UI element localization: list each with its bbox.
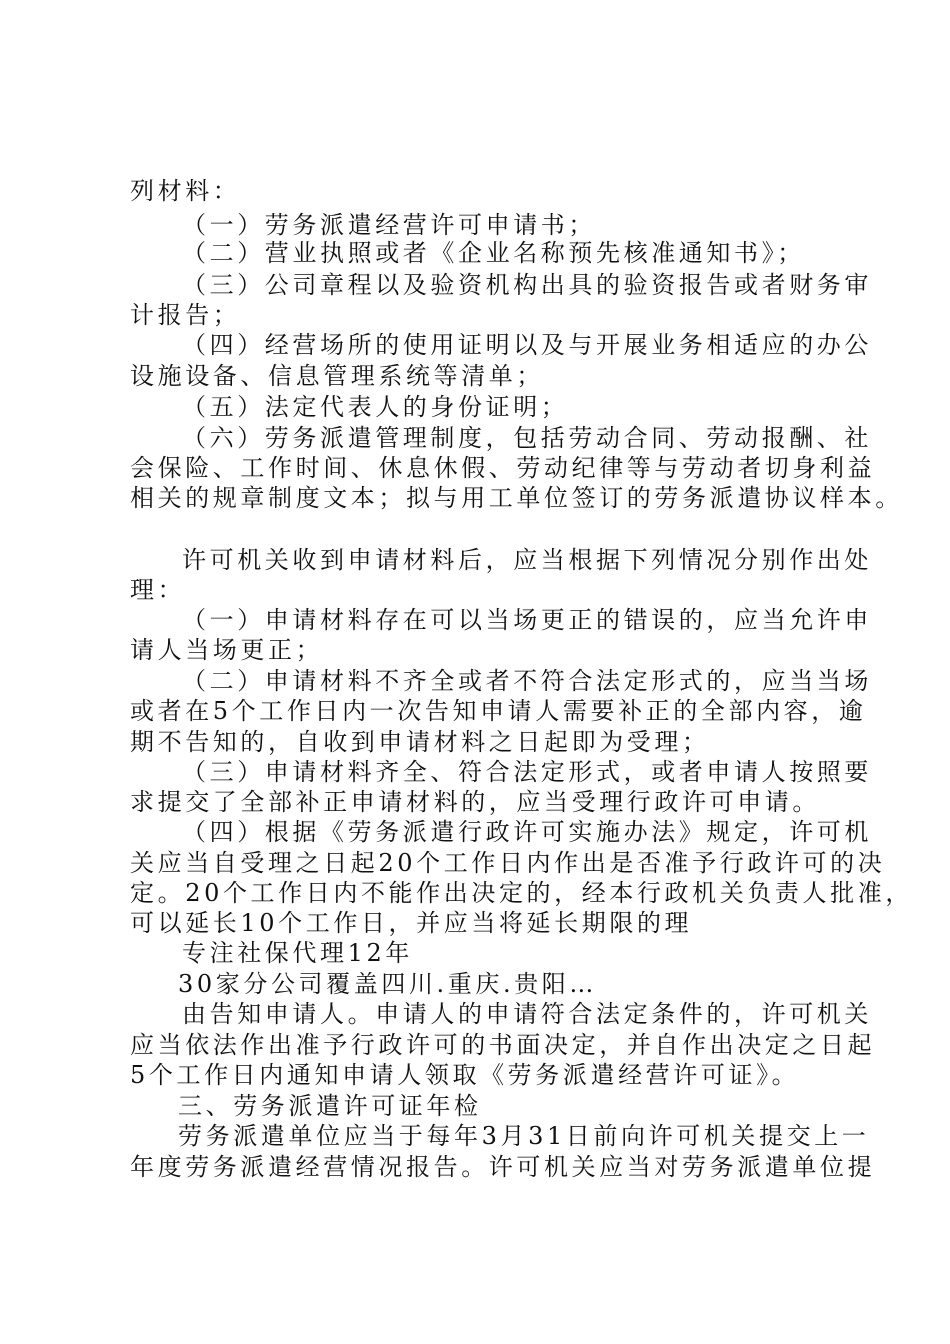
text-line: 计报告；: [130, 301, 241, 329]
text-line: 请人当场更正；: [130, 636, 324, 664]
text-line: （四）根据《劳务派遣行政许可实施办法》规定，许可机: [182, 818, 872, 846]
text-line: 相关的规章制度文本；拟与用工单位签订的劳务派遣协议样本。: [130, 484, 903, 512]
text-line: （二）申请材料不齐全或者不符合法定形式的，应当当场: [182, 667, 872, 695]
text-line: （三）公司章程以及验资机构出具的验资报告或者财务审: [182, 271, 872, 299]
text-line: 期不告知的，自收到申请材料之日起即为受理；: [130, 728, 710, 756]
text-line: （六）劳务派遣管理制度，包括劳动合同、劳动报酬、社: [182, 424, 872, 452]
text-line: 定。20个工作日内不能作出决定的，经本行政机关负责人批准，: [130, 879, 913, 907]
text-line: 关应当自受理之日起20个工作日内作出是否准予行政许可的决: [130, 849, 886, 877]
ad-line: 专注社保代理12年: [182, 939, 413, 967]
text-line: 会保险、工作时间、休息休假、劳动纪律等与劳动者切身利益: [130, 454, 876, 482]
text-line: 应当依法作出准予行政许可的书面决定，并自作出决定之日起: [130, 1031, 876, 1059]
text-line: 由告知申请人。申请人的申请符合法定条件的，许可机关: [182, 1000, 872, 1028]
ad-line: 30家分公司覆盖四川.重庆.贵阳…: [178, 970, 597, 998]
text-line: 设施设备、信息管理系统等清单；: [130, 362, 544, 390]
text-line: 列材料：: [130, 177, 241, 205]
section-heading: 三、劳务派遣许可证年检: [178, 1092, 482, 1120]
text-line: 5个工作日内通知申请人领取《劳务派遣经营许可证》。: [130, 1061, 800, 1089]
text-line: 年度劳务派遣经营情况报告。许可机关应当对劳务派遣单位提: [130, 1153, 876, 1181]
text-line: （四）经营场所的使用证明以及与开展业务相适应的办公: [182, 331, 872, 359]
text-line: （五）法定代表人的身份证明；: [182, 393, 569, 421]
text-line: 理：: [130, 576, 186, 604]
text-line: （二）营业执照或者《企业名称预先核准通知书》；: [182, 239, 805, 267]
text-line: （三）申请材料齐全、符合法定形式，或者申请人按照要: [182, 758, 872, 786]
text-line: （一）劳务派遣经营许可申请书；: [182, 211, 596, 239]
text-line: 许可机关收到申请材料后，应当根据下列情况分别作出处: [182, 546, 872, 574]
text-line: （一）申请材料存在可以当场更正的错误的，应当允许申: [182, 606, 872, 634]
text-line: 求提交了全部补正申请材料的，应当受理行政许可申请。: [130, 788, 820, 816]
text-line: 劳务派遣单位应当于每年3月31日前向许可机关提交上一: [178, 1122, 870, 1150]
text-line: 或者在5个工作日内一次告知申请人需要补正的全部内容，逾: [130, 697, 867, 725]
text-line: 可以延长10个工作日，并应当将延长期限的理: [130, 909, 693, 937]
